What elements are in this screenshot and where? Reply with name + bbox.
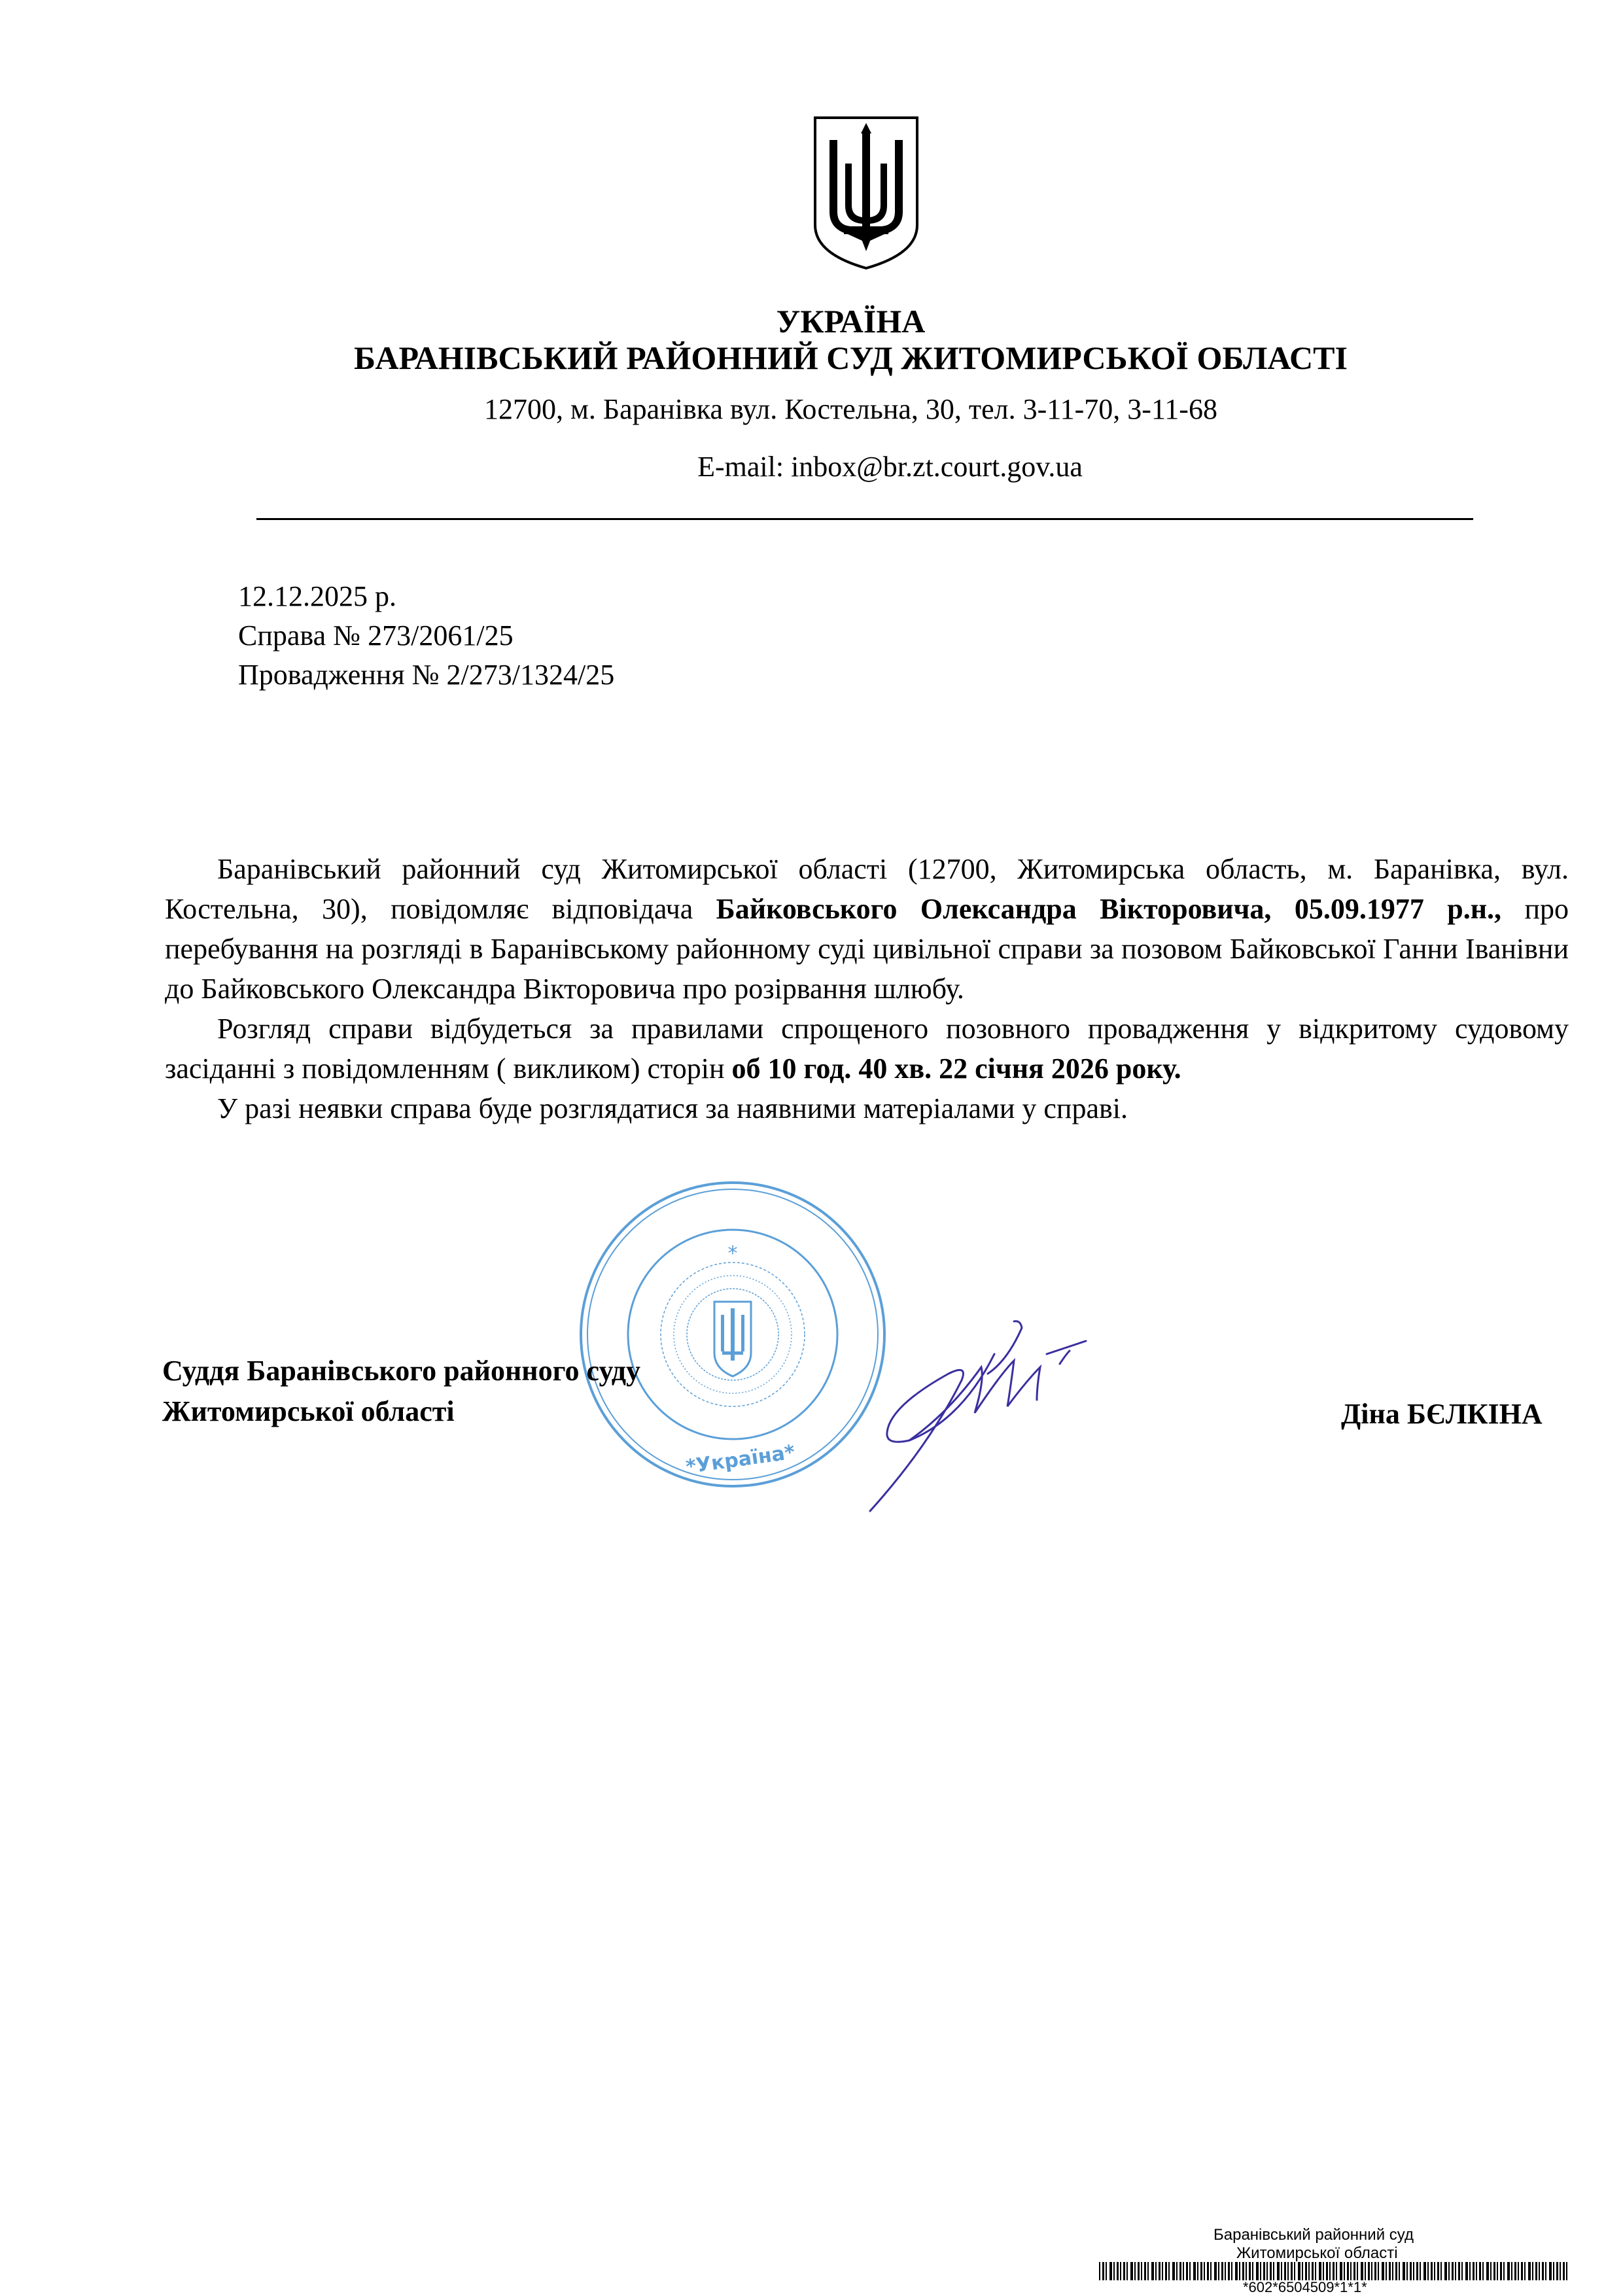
barcode-bar	[1168, 2262, 1170, 2280]
barcode-bar	[1273, 2262, 1274, 2280]
barcode-bar	[1431, 2262, 1433, 2280]
barcode-bar	[1521, 2262, 1523, 2280]
court-stamp	[576, 1177, 890, 1491]
barcode-bar	[1507, 2262, 1510, 2280]
barcode-bar	[1204, 2262, 1205, 2280]
barcode-bar	[1553, 2262, 1554, 2280]
barcode-bar	[1260, 2262, 1261, 2280]
paragraph-hearing: Розгляд справи відбудеться за правилами спрощеного позовного провадження у відкритому судовому засіданні з повідомленням ( викликом) сторін об 10 год. 40 хв. 22 січня 2026 року.	[165, 1013, 1569, 1085]
barcode-bar	[1231, 2262, 1232, 2280]
barcode-bar	[1542, 2262, 1544, 2280]
barcode-bar	[1461, 2262, 1463, 2280]
barcode-bar	[1252, 2262, 1253, 2280]
footer-court-line2: Житомирської області	[1236, 2244, 1398, 2262]
document-date: 12.12.2025 р.	[238, 580, 396, 612]
barcode-bar	[1266, 2262, 1268, 2280]
barcode-bar	[1392, 2262, 1393, 2280]
barcode-bar	[1126, 2262, 1128, 2280]
paragraph-absence: У разі неявки справа буде розглядатися за наявними матеріалами у справі.	[217, 1092, 1128, 1124]
barcode-bar	[1281, 2262, 1282, 2280]
barcode-bar	[1109, 2262, 1112, 2280]
barcode-bar	[1147, 2262, 1149, 2280]
barcode-bar	[1183, 2262, 1184, 2280]
judge-name: Діна БЄЛКІНА	[1341, 1398, 1543, 1430]
barcode-bar	[1221, 2262, 1223, 2280]
paragraph-notice: Баранівський районний суд Житомирської області (12700, Житомирська область, м. Баранівка, вул. Костельна, 30), повідомляє відповідача Байковського Олександра Вікторовича, 05.09.1977 р.н., про перебування на розгляді в Баранівському районному суді цивільної справи за позовом Байковської Ганни Іванівни до Байковського Олександра Вікторовича про розірвання шлюбу.	[165, 853, 1569, 1005]
header-divider	[256, 518, 1473, 520]
barcode-bar	[1524, 2262, 1526, 2280]
barcode-bar	[1378, 2262, 1379, 2280]
barcode-bar	[1117, 2262, 1119, 2280]
barcode-bar	[1528, 2262, 1531, 2280]
barcode-bar	[1197, 2262, 1198, 2280]
stamp-trident-icon	[714, 1302, 751, 1376]
barcode-bar	[1340, 2262, 1342, 2280]
barcode-bar	[1277, 2262, 1280, 2280]
barcode-bar	[1406, 2262, 1408, 2280]
barcode-bar	[1465, 2262, 1468, 2280]
barcode-bar	[1458, 2262, 1460, 2280]
barcode-bar	[1448, 2262, 1450, 2280]
barcode-bar	[1535, 2262, 1537, 2280]
barcode-bar	[1151, 2262, 1154, 2280]
barcode-bar	[1165, 2262, 1167, 2280]
barcode-bar	[1186, 2262, 1188, 2280]
barcode-bar	[1395, 2262, 1397, 2280]
barcode-bar	[1511, 2262, 1512, 2280]
barcode-bar	[1315, 2262, 1316, 2280]
barcode-bar	[1193, 2262, 1196, 2280]
barcode-bar	[1350, 2262, 1352, 2280]
defendant-name: Байковського Олександра Вікторовича, 05.09.1977 р.н.,	[716, 893, 1502, 925]
judge-title-line1: Суддя Баранівського районного суду	[162, 1355, 640, 1387]
barcode-bar	[1532, 2262, 1533, 2280]
barcode-bar	[1361, 2262, 1363, 2280]
barcode-bar	[1189, 2262, 1191, 2280]
barcode-bar	[1144, 2262, 1146, 2280]
barcode-bar	[1242, 2262, 1244, 2280]
barcode-bar	[1228, 2262, 1230, 2280]
barcode-bar	[1218, 2262, 1219, 2280]
barcode-bar	[1326, 2262, 1328, 2280]
barcode-bar	[1416, 2262, 1418, 2280]
barcode-bar	[1357, 2262, 1358, 2280]
barcode-bar	[1423, 2262, 1426, 2280]
barcode-bar	[1374, 2262, 1376, 2280]
barcode-bar	[1214, 2262, 1217, 2280]
barcode-bar	[1444, 2262, 1447, 2280]
court-address: 12700, м. Баранівка вул. Костельна, 30, тел. 3-11-70, 3-11-68	[484, 393, 1217, 425]
barcode-bar	[1130, 2262, 1133, 2280]
barcode-bar	[1479, 2262, 1481, 2280]
barcode-bar	[1389, 2262, 1391, 2280]
barcode-bar	[1256, 2262, 1259, 2280]
barcode-bar	[1207, 2262, 1209, 2280]
barcode-bar	[1413, 2262, 1414, 2280]
barcode-bar	[1486, 2262, 1489, 2280]
barcode-bar	[1120, 2262, 1121, 2280]
barcode-bar	[1270, 2262, 1272, 2280]
barcode-bar	[1382, 2262, 1384, 2280]
barcode-bar	[1113, 2262, 1115, 2280]
barcode-bar	[1106, 2262, 1107, 2280]
country-heading: УКРАЇНА	[776, 303, 926, 339]
barcode-bar	[1159, 2262, 1161, 2280]
barcode-bar	[1476, 2262, 1477, 2280]
barcode-bar	[1302, 2262, 1303, 2280]
hearing-datetime: об 10 год. 40 хв. 22 січня 2026 року.	[731, 1052, 1181, 1085]
barcode-bar	[1210, 2262, 1212, 2280]
barcode-bar	[1539, 2262, 1540, 2280]
barcode-bar	[1434, 2262, 1435, 2280]
barcode-bar	[1473, 2262, 1475, 2280]
barcode-bar	[1455, 2262, 1456, 2280]
barcode-bar	[1294, 2262, 1295, 2280]
barcode-bar	[1155, 2262, 1157, 2280]
case-number: Справа № 273/2061/25	[238, 619, 514, 652]
barcode-bar	[1490, 2262, 1492, 2280]
barcode-bar	[1563, 2262, 1565, 2280]
barcode-bar	[1246, 2262, 1247, 2280]
barcode-bar	[1323, 2262, 1324, 2280]
barcode-bar	[1099, 2262, 1100, 2280]
barcode-bar	[1368, 2262, 1370, 2280]
stamp-bottom-text: *Україна*	[684, 1440, 797, 1479]
notice-body	[165, 849, 1569, 1128]
barcode-bar	[1308, 2262, 1310, 2280]
barcode-bar	[1493, 2262, 1495, 2280]
barcode-bar	[1172, 2262, 1175, 2280]
barcode-bar	[1437, 2262, 1439, 2280]
barcode-bar	[1305, 2262, 1307, 2280]
barcode-bar	[1482, 2262, 1484, 2280]
barcode-bar	[1371, 2262, 1372, 2280]
barcode-bar	[1497, 2262, 1498, 2280]
barcode-bar	[1162, 2262, 1163, 2280]
footer-court-line1: Баранівський районний суд	[1213, 2226, 1414, 2244]
barcode-bar	[1403, 2262, 1405, 2280]
barcode-bar	[1263, 2262, 1265, 2280]
proceeding-number: Провадження № 2/273/1324/25	[238, 659, 615, 691]
barcode-bar	[1179, 2262, 1181, 2280]
barcode-bar	[1556, 2262, 1558, 2280]
barcode-bar	[1420, 2262, 1421, 2280]
coat-of-arms-icon	[811, 114, 921, 271]
barcode-bar	[1291, 2262, 1293, 2280]
barcode-number: *602*6504509*1*1*	[1243, 2279, 1367, 2295]
barcode-bar	[1545, 2262, 1546, 2280]
barcode-bar	[1344, 2262, 1345, 2280]
barcode-bar	[1469, 2262, 1471, 2280]
barcode-bar	[1249, 2262, 1251, 2280]
barcode	[1099, 2262, 1570, 2280]
barcode-bar	[1365, 2262, 1366, 2280]
barcode-bar	[1298, 2262, 1300, 2280]
barcode-bar	[1514, 2262, 1516, 2280]
barcode-bar	[1102, 2262, 1104, 2280]
barcode-bar	[1347, 2262, 1349, 2280]
barcode-bar	[1235, 2262, 1238, 2280]
barcode-bar	[1410, 2262, 1412, 2280]
barcode-bar	[1560, 2262, 1561, 2280]
barcode-bar	[1138, 2262, 1140, 2280]
barcode-bar	[1500, 2262, 1502, 2280]
barcode-bar	[1503, 2262, 1505, 2280]
court-email: E-mail: inbox@br.zt.court.gov.ua	[697, 451, 1083, 483]
barcode-bar	[1134, 2262, 1136, 2280]
barcode-bar	[1399, 2262, 1400, 2280]
judge-signature	[850, 1302, 1099, 1518]
barcode-bar	[1333, 2262, 1335, 2280]
barcode-bar	[1284, 2262, 1286, 2280]
barcode-bar	[1518, 2262, 1519, 2280]
barcode-bar	[1312, 2262, 1314, 2280]
court-name-heading: БАРАНІВСЬКИЙ РАЙОННИЙ СУД ЖИТОМИРСЬКОЇ ОБЛАСТІ	[354, 339, 1348, 376]
barcode-bar	[1239, 2262, 1240, 2280]
barcode-bar	[1319, 2262, 1321, 2280]
barcode-bar	[1440, 2262, 1442, 2280]
barcode-bar	[1123, 2262, 1125, 2280]
barcode-bar	[1353, 2262, 1355, 2280]
barcode-bar	[1200, 2262, 1202, 2280]
barcode-bar	[1225, 2262, 1226, 2280]
judge-title-line2: Житомирської області	[162, 1395, 455, 1427]
barcode-bar	[1141, 2262, 1142, 2280]
barcode-bar	[1336, 2262, 1337, 2280]
barcode-bar	[1176, 2262, 1178, 2280]
stamp-outer-text	[641, 1257, 642, 1258]
barcode-bar	[1549, 2262, 1552, 2280]
svg-text:*: *	[727, 1242, 738, 1265]
barcode-bar	[1386, 2262, 1387, 2280]
barcode-bar	[1566, 2262, 1567, 2280]
barcode-bar	[1287, 2262, 1289, 2280]
barcode-bar	[1329, 2262, 1331, 2280]
barcode-bar	[1452, 2262, 1454, 2280]
barcode-bar	[1427, 2262, 1429, 2280]
